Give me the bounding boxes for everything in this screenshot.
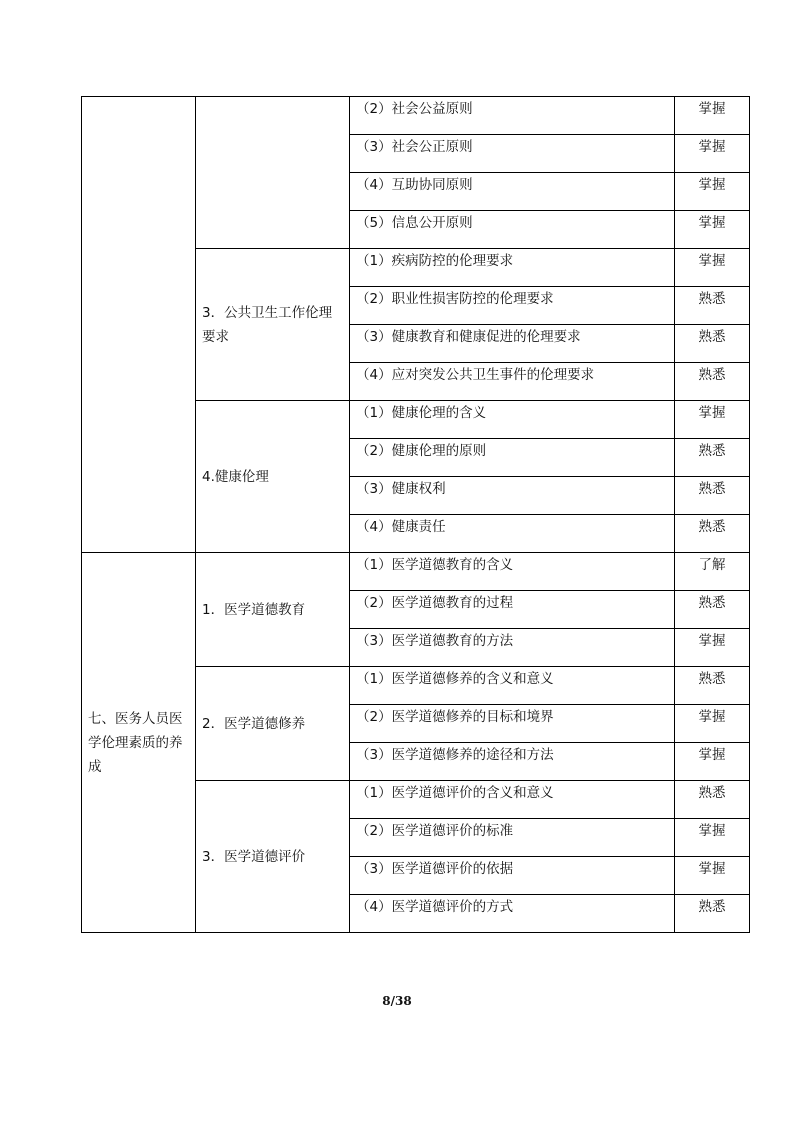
item-cell: （5）信息公开原则 bbox=[350, 211, 675, 249]
item-cell: （3）医学道德修养的途径和方法 bbox=[350, 743, 675, 781]
topic-cell: 2．医学道德修养 bbox=[196, 667, 350, 781]
table-row bbox=[82, 553, 750, 591]
topic-cell: 4.健康伦理 bbox=[196, 401, 350, 553]
item-cell: （2）社会公益原则 bbox=[350, 97, 675, 135]
item-cell: （2）医学道德修养的目标和境界 bbox=[350, 705, 675, 743]
table-row bbox=[82, 97, 750, 135]
item-cell: （1）医学道德教育的含义 bbox=[350, 553, 675, 591]
item-cell: （4）医学道德评价的方式 bbox=[350, 895, 675, 933]
unit-cell bbox=[82, 97, 196, 553]
topic-cell: 3．公共卫生工作伦理要求 bbox=[196, 249, 350, 401]
item-cell: （2）医学道德教育的过程 bbox=[350, 591, 675, 629]
topic-cell: 1．医学道德教育 bbox=[196, 553, 350, 667]
requirement-level-cell: 掌握 bbox=[675, 211, 750, 249]
requirement-level-cell: 熟悉 bbox=[675, 363, 750, 401]
item-cell: （1）健康伦理的含义 bbox=[350, 401, 675, 439]
requirement-level-cell: 掌握 bbox=[675, 819, 750, 857]
requirement-level-cell: 掌握 bbox=[675, 629, 750, 667]
requirement-level-cell: 掌握 bbox=[675, 705, 750, 743]
requirement-level-cell: 掌握 bbox=[675, 857, 750, 895]
syllabus-body bbox=[82, 97, 750, 933]
requirement-level-cell: 掌握 bbox=[675, 249, 750, 287]
item-cell: （1）疾病防控的伦理要求 bbox=[350, 249, 675, 287]
item-cell: （4）应对突发公共卫生事件的伦理要求 bbox=[350, 363, 675, 401]
requirement-level-cell: 掌握 bbox=[675, 173, 750, 211]
item-cell: （4）健康责任 bbox=[350, 515, 675, 553]
syllabus-table bbox=[81, 96, 750, 933]
requirement-level-cell: 熟悉 bbox=[675, 325, 750, 363]
item-cell: （1）医学道德评价的含义和意义 bbox=[350, 781, 675, 819]
requirement-level-cell: 掌握 bbox=[675, 743, 750, 781]
requirement-level-cell: 掌握 bbox=[675, 401, 750, 439]
item-cell: （2）医学道德评价的标准 bbox=[350, 819, 675, 857]
item-cell: （3）医学道德评价的依据 bbox=[350, 857, 675, 895]
item-cell: （3）医学道德教育的方法 bbox=[350, 629, 675, 667]
requirement-level-cell: 熟悉 bbox=[675, 477, 750, 515]
topic-cell: 3．医学道德评价 bbox=[196, 781, 350, 933]
item-cell: （1）医学道德修养的含义和意义 bbox=[350, 667, 675, 705]
requirement-level-cell: 熟悉 bbox=[675, 895, 750, 933]
requirement-level-cell: 掌握 bbox=[675, 97, 750, 135]
item-cell: （4）互助协同原则 bbox=[350, 173, 675, 211]
requirement-level-cell: 熟悉 bbox=[675, 591, 750, 629]
topic-cell bbox=[196, 97, 350, 249]
item-cell: （3）社会公正原则 bbox=[350, 135, 675, 173]
requirement-level-cell: 掌握 bbox=[675, 135, 750, 173]
requirement-level-cell: 熟悉 bbox=[675, 439, 750, 477]
item-cell: （2）健康伦理的原则 bbox=[350, 439, 675, 477]
requirement-level-cell: 熟悉 bbox=[675, 781, 750, 819]
requirement-level-cell: 熟悉 bbox=[675, 515, 750, 553]
unit-cell: 七、医务人员医学伦理素质的养成 bbox=[82, 553, 196, 933]
requirement-level-cell: 熟悉 bbox=[675, 667, 750, 705]
page-number: 8/38 bbox=[382, 994, 412, 1008]
item-cell: （3）健康权利 bbox=[350, 477, 675, 515]
requirement-level-cell: 了解 bbox=[675, 553, 750, 591]
item-cell: （3）健康教育和健康促进的伦理要求 bbox=[350, 325, 675, 363]
requirement-level-cell: 熟悉 bbox=[675, 287, 750, 325]
item-cell: （2）职业性损害防控的伦理要求 bbox=[350, 287, 675, 325]
